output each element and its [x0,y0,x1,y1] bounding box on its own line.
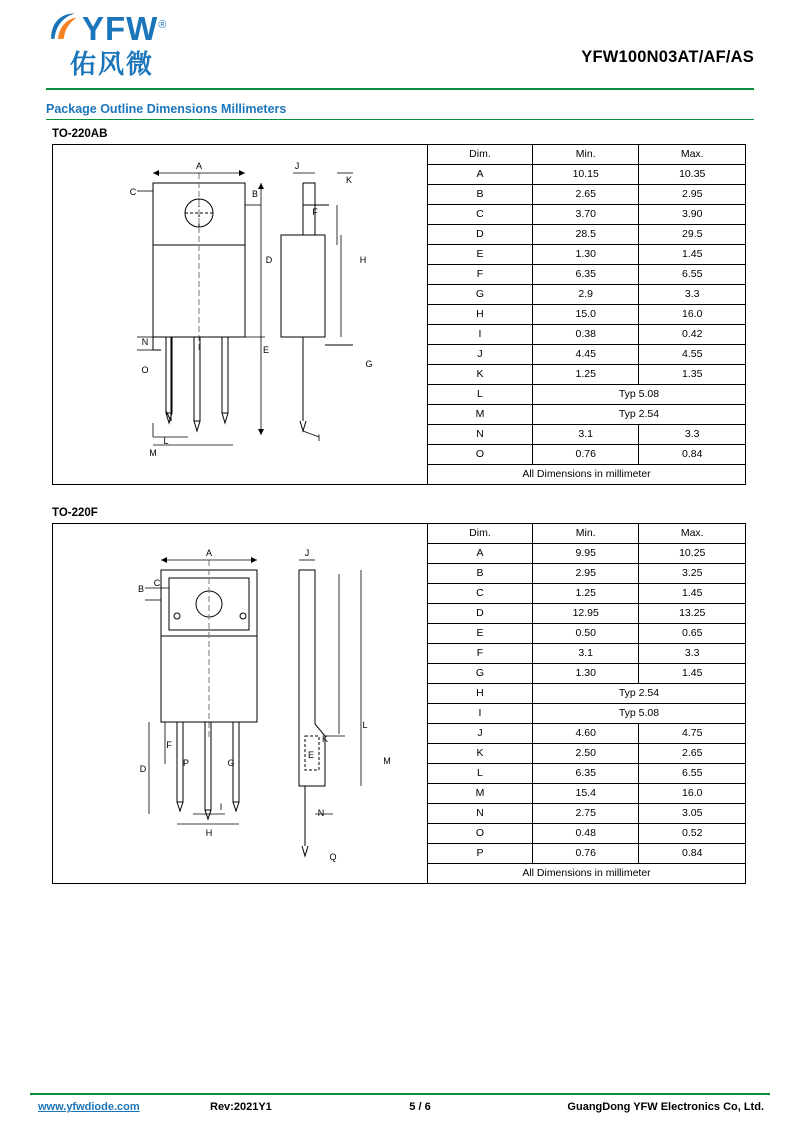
table-row [428,844,745,864]
cell-max: 2.65 [639,744,745,764]
table-row [428,285,745,305]
dim-label-L: L [163,436,169,446]
cell-dim: F [428,265,532,285]
cell-dim: B [428,185,532,205]
cell-dim: G [428,664,532,684]
table-row [428,185,745,205]
footer-website-link[interactable]: www.yfwdiode.com [38,1101,140,1113]
company-logo [46,8,246,81]
logo-registered-mark: ® [158,19,168,31]
table-row [428,245,745,265]
part-number-title: YFW100N03AT/AF/AS [581,48,754,66]
cell-max: 10.25 [639,544,745,564]
table-row [428,664,745,684]
cell-max: 0.84 [639,445,745,465]
table-row [428,385,745,405]
cell-min: 12.95 [532,604,639,624]
dim-label-G: G [365,359,373,369]
cell-max: 0.65 [639,624,745,644]
cell-dim: E [428,624,532,644]
cell-dim: B [428,564,532,584]
cell-dim: K [428,744,532,764]
cell-dim: A [428,165,532,185]
table-footnote: All Dimensions in millimeter [428,465,745,485]
col-header-min: Min. [532,145,639,165]
cell-min: 6.35 [532,265,639,285]
dim-label-H: H [359,255,367,265]
cell-min: 1.30 [532,245,639,265]
header-divider [46,88,754,90]
cell-dim: J [428,345,532,365]
table-footnote: All Dimensions in millimeter [428,864,745,884]
dim-label-M2: M [383,756,391,766]
package-block-to220ab [52,144,746,485]
table-row [428,365,745,385]
cell-dim: M [428,784,532,804]
cell-min: 3.1 [532,644,639,664]
logo-swoosh-icon [46,10,80,44]
dim-label-E2: E [307,750,315,760]
table-row [428,784,745,804]
footer-page-number: 5 / 6 [409,1101,431,1113]
table-row [428,165,745,185]
package-label-to220ab: TO-220AB [52,128,108,140]
cell-dim: H [428,305,532,325]
cell-max: 6.55 [639,265,745,285]
cell-max: 0.52 [639,824,745,844]
cell-dim: N [428,425,532,445]
package-drawing-to220ab [53,145,428,484]
cell-dim: L [428,764,532,784]
dim-label-F2: F [166,740,172,750]
dim-label-C2: C [153,578,161,588]
table-row [428,744,745,764]
table-row [428,604,745,624]
dimension-table-to220ab [428,145,745,484]
cell-max: 3.3 [639,285,745,305]
logo-letters-text: YFW [82,10,159,47]
table-row [428,564,745,584]
cell-min: 2.9 [532,285,639,305]
to220f-outline-drawing [53,524,427,866]
cell-min: 0.50 [532,624,639,644]
dim-label-O: O [141,365,149,375]
col-header-min: Min. [532,524,639,544]
dim-label-G2: G [227,758,235,768]
cell-dim: D [428,604,532,624]
cell-typ: Typ 5.08 [532,704,745,724]
cell-dim: J [428,724,532,744]
section-divider [46,119,754,120]
cell-min: 6.35 [532,764,639,784]
dim-label-N2: N [317,808,325,818]
footer-company-name: GuangDong YFW Electronics Co, Ltd. [567,1101,764,1113]
col-header-max: Max. [639,524,745,544]
cell-min: 4.45 [532,345,639,365]
table-row [428,804,745,824]
table-footnote-row [428,864,745,884]
cell-max: 4.55 [639,345,745,365]
logo-letters [82,8,167,46]
table-row [428,544,745,564]
cell-dim: C [428,584,532,604]
table-row [428,445,745,465]
dimension-table-to220f [428,524,745,883]
cell-min: 1.30 [532,664,639,684]
table-row [428,764,745,784]
cell-max: 4.75 [639,724,745,744]
cell-min: 4.60 [532,724,639,744]
cell-max: 16.0 [639,784,745,804]
dim-label-D2: D [139,764,147,774]
cell-min: 0.76 [532,844,639,864]
cell-dim: P [428,844,532,864]
cell-max: 29.5 [639,225,745,245]
dim-label-I2: I [219,802,223,812]
col-header-dim: Dim. [428,524,532,544]
cell-min: 9.95 [532,544,639,564]
cell-dim: K [428,365,532,385]
table-footnote-row [428,465,745,485]
cell-max: 1.45 [639,245,745,265]
cell-min: 10.15 [532,165,639,185]
cell-max: 3.3 [639,425,745,445]
cell-dim: N [428,804,532,824]
dim-label-H2: H [205,828,213,838]
cell-dim: O [428,824,532,844]
cell-min: 2.50 [532,744,639,764]
table-row [428,724,745,744]
col-header-max: Max. [639,145,745,165]
cell-min: 1.25 [532,584,639,604]
cell-min: 15.4 [532,784,639,804]
page-footer [30,1093,770,1113]
cell-max: 10.35 [639,165,745,185]
cell-dim: L [428,385,532,405]
cell-max: 3.3 [639,644,745,664]
table-row [428,624,745,644]
table-row [428,644,745,664]
cell-dim: A [428,544,532,564]
cell-dim: O [428,445,532,465]
cell-min: 0.76 [532,445,639,465]
dim-label-A2: A [205,548,213,558]
cell-dim: I [428,325,532,345]
cell-min: 0.38 [532,325,639,345]
table-row [428,824,745,844]
cell-dim: I [428,704,532,724]
cell-max: 0.84 [639,844,745,864]
cell-dim: D [428,225,532,245]
section-title: Package Outline Dimensions Millimeters [46,102,287,116]
cell-max: 3.90 [639,205,745,225]
table-row [428,305,745,325]
table-row [428,704,745,724]
table-row [428,325,745,345]
dim-label-A: A [195,161,203,171]
table-row [428,345,745,365]
cell-max: 3.05 [639,804,745,824]
cell-min: 0.48 [532,824,639,844]
dim-label-M: M [149,448,157,458]
to220ab-outline-drawing [53,145,427,465]
cell-max: 13.25 [639,604,745,624]
cell-min: 28.5 [532,225,639,245]
dim-label-E: E [262,345,270,355]
table-row [428,425,745,445]
package-drawing-to220f [53,524,428,883]
dim-label-K: K [345,175,353,185]
footer-divider [30,1093,770,1095]
table-row [428,265,745,285]
table-header-row [428,524,745,544]
cell-max: 2.95 [639,185,745,205]
cell-min: 15.0 [532,305,639,325]
table-row [428,405,745,425]
col-header-dim: Dim. [428,145,532,165]
dim-label-D: D [265,255,273,265]
dimension-table-pane-to220f [428,524,745,883]
cell-max: 6.55 [639,764,745,784]
cell-min: 2.65 [532,185,639,205]
dim-label-F: F [312,207,318,217]
cell-min: 3.1 [532,425,639,445]
dim-label-N: N [141,337,149,347]
cell-min: 2.95 [532,564,639,584]
dimension-table-pane-to220ab [428,145,745,484]
dim-label-C: C [129,187,137,197]
dim-label-I: I [317,433,321,443]
cell-min: 1.25 [532,365,639,385]
table-header-row [428,145,745,165]
dim-label-K2: K [321,734,329,744]
cell-max: 3.25 [639,564,745,584]
cell-dim: G [428,285,532,305]
cell-min: 3.70 [532,205,639,225]
cell-max: 16.0 [639,305,745,325]
cell-max: 1.35 [639,365,745,385]
dim-label-J2: J [304,548,310,558]
cell-dim: H [428,684,532,704]
dim-label-B: B [251,189,259,199]
cell-typ: Typ 2.54 [532,684,745,704]
table-row [428,205,745,225]
dim-label-Q2: Q [329,852,337,862]
package-label-to220f: TO-220F [52,507,98,519]
cell-max: 1.45 [639,664,745,684]
logo-chinese-name: 佑风微 [70,50,155,80]
cell-dim: F [428,644,532,664]
page-header [30,0,770,92]
dim-label-P2: P [182,758,190,768]
dim-label-B2: B [137,584,145,594]
cell-dim: M [428,405,532,425]
cell-dim: C [428,205,532,225]
cell-dim: E [428,245,532,265]
dim-label-J: J [294,161,300,171]
package-block-to220f [52,523,746,884]
cell-typ: Typ 2.54 [532,405,745,425]
cell-max: 0.42 [639,325,745,345]
table-row [428,225,745,245]
cell-max: 1.45 [639,584,745,604]
table-row [428,584,745,604]
cell-typ: Typ 5.08 [532,385,745,405]
cell-min: 2.75 [532,804,639,824]
table-row [428,684,745,704]
footer-revision: Rev:2021Y1 [210,1101,272,1113]
dim-label-L2: L [362,720,368,730]
